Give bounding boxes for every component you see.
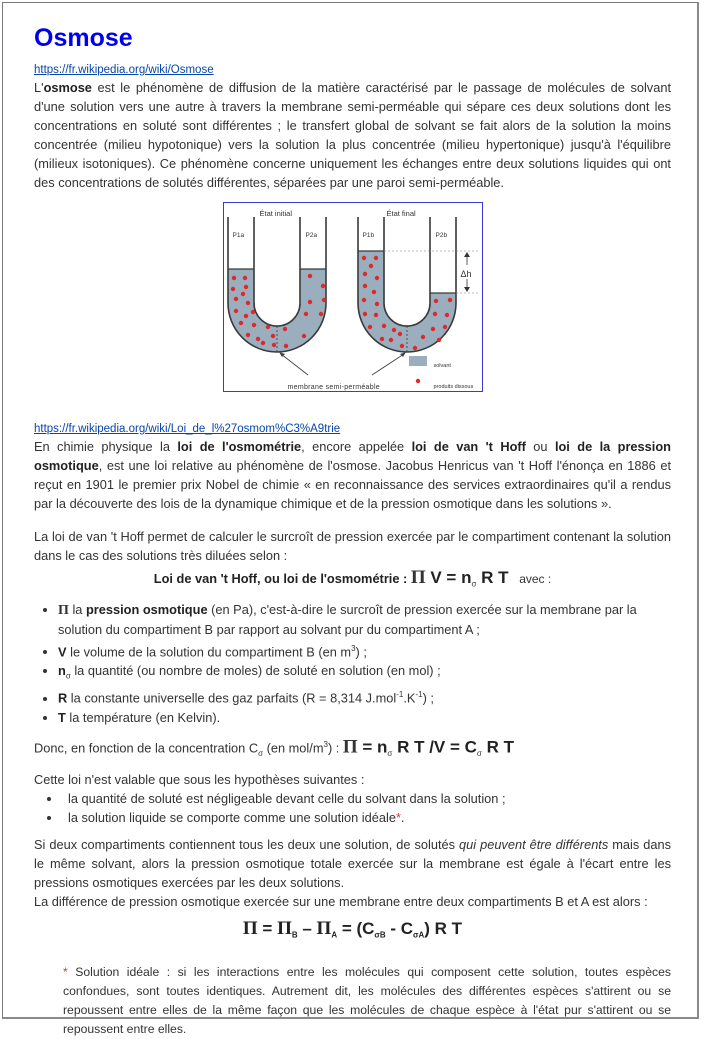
wikipedia-osmose-link[interactable]: https://fr.wikipedia.org/wiki/Osmose [34,64,214,76]
legend-particle-dot [415,379,419,383]
legend-dissous-label: produits dissous [433,384,474,390]
document-content [34,23,671,1039]
label-p1a: P1a [232,232,245,239]
hypotheses-intro: Cette loi n'est valable que sous les hypothèses suivantes : [34,772,365,788]
osmose-intro-paragraph: L'osmose est le phénomène de diffusion de la matière caractérisé par le passage de molécules de solvant d'une solution vers une autre à travers la membrane semi-perméable qui sépare ces deux solutions dont les concentrations en soluté sont différentes ; le transfert global de solvant se fait alors de la solution la moins concentrée (milieu hypotonique) vers la solution la plus concentrée (milieu hypertonique) jusqu'à l'équilibre (milieux isotoniques). Ce phénomène concerne uniquement les échanges entre deux solutions liquides qui ont des concentrations de solutés différentes, séparées par une paroi semi-perméable. [34,80,671,190]
legend-solvant-label: solvant [433,363,451,369]
wikipedia-osmometrie-link[interactable]: https://fr.wikipedia.org/wiki/Loi_de_l%27osmom%C3%A9trie [34,423,341,435]
label-membrane: membrane semi-perméable [287,384,380,391]
concentration-formula-line: Donc, en fonction de la concentration $C_\sigma$ (en mol/$m^3$) : $\Pi = n_\sigma$ R T $/V = C_\sigma$ R T [34,735,514,758]
label-etat-initial: État initial [259,209,293,218]
two-compartments-paragraph: Si deux compartiments contiennent tous les deux une solution, de solutés qui peuvent être différents mais dans le même solvant, alors la pression osmotique totale exercée sur la membrane est égale à l'écart entre les pressions osmotiques exercées par les deux solutions. [34,837,671,891]
ideal-solution-footnote: * Solution idéale : si les interactions entre les molécules qui composent cette solution, toutes espèces confondues, sont toutes identiques. Autrement dit, les molécules des différentes espèces s'attirent ou se repoussent entre elles de la même façon que les molécules de chaque espèce à l'état pur s'attirent ou se repoussent entre elles. [63,964,671,1036]
document-page [2,2,699,1036]
legend-solvent-swatch [409,356,427,366]
label-p1b: P1b [362,232,375,239]
vant-hoff-paragraph: La loi de van 't Hoff permet de calculer le surcroît de pression exercée par le compartiment contenant la solution dans le cas des solutions très diluées selon : [34,529,671,563]
label-delta-h: Δh [460,269,472,279]
pressure-difference-intro: La différence de pression osmotique exercée sur une membrane entre deux compartiments B et A est alors : [34,894,648,910]
label-p2a: P2a [305,232,318,239]
list-item: • R la constante universelle des gaz parfaits (R = 8,314 $J.mol^{-1}.K^{-1}$) ; [58,685,671,707]
pressure-difference-formula: $\Pi = \Pi_B - \Pi_A = (C_{\sigma B} - C_{\sigma A})$ R T [242,918,463,940]
list-item: • T la température (en Kelvin). [58,708,671,727]
list-item: • la solution liquide se comporte comme une solution idéale*. [62,808,671,827]
variables-list [34,600,671,727]
label-etat-final: État final [386,209,416,218]
hypotheses-list [34,789,671,827]
list-item: • V le volume de la solution du compartiment B (en $m^3$) ; [58,639,671,661]
list-item: • Π la pression osmotique (en Pa), c'est-à-dire le surcroît de pression exercée sur la membrane par la solution du compartiment B par rapport au solvant pur du compartiment A ; [58,600,671,639]
vant-hoff-law-formula: Loi de van 't Hoff, ou loi de l'osmométrie : Π $V = n_\sigma$ R T avec : [153,567,552,589]
label-p2b: P2b [435,232,448,239]
final-state-tube [358,217,479,352]
osmosis-diagram [223,202,483,392]
list-item: • la quantité de soluté est négligeable devant celle du solvant dans la solution ; [62,789,671,808]
osmometrie-intro-paragraph: En chimie physique la loi de l'osmométrie, encore appelée loi de van 't Hoff ou loi de la pression osmotique, est une loi relative au phénomène de l'osmose. Jacobus Henricus van 't Hoff l'énonça en 1886 et reçut en 1901 le premier prix Nobel de chimie « en reconnaissance des services extraordinaires qu'il a rendus par la découverte des lois de la dynamique chimique et de la pression osmotique dans les solutions ». [34,439,671,511]
list-item: • $n_\sigma$ la quantité (ou nombre de moles) de soluté en solution (en mol) ; [58,661,671,686]
page-title: Osmose [34,24,133,52]
